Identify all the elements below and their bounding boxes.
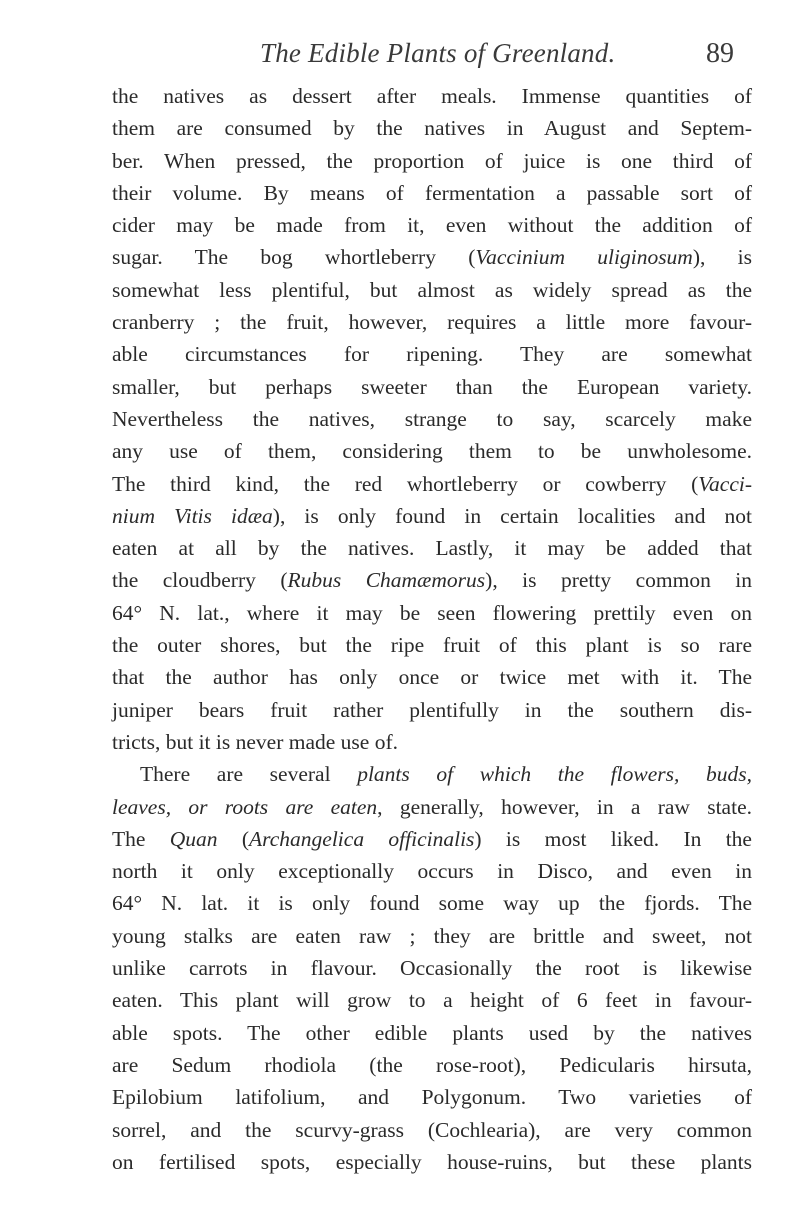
text-line: [112, 1146, 752, 1178]
text-run: the outer shores, but the ripe fruit of this plant is so rare: [112, 633, 752, 658]
italic-text: nium Vitis idæa: [112, 503, 273, 528]
text-run: cranberry ; the fruit, however, requires a little more favour-: [112, 310, 752, 335]
body-text: [112, 80, 752, 1178]
text-line: [112, 726, 752, 758]
text-line: [112, 694, 752, 726]
text-line: [112, 209, 752, 241]
text-line: [112, 112, 752, 144]
text-line: [112, 80, 752, 112]
text-run: young stalks are eaten raw ; they are brittle and sweet, not: [112, 923, 752, 948]
text-line: [112, 306, 752, 338]
text-line: [112, 758, 752, 790]
text-run: smaller, but perhaps sweeter than the European variety.: [112, 374, 752, 399]
text-line: [112, 1017, 752, 1049]
text-line: [112, 791, 752, 823]
text-run: Epilobium latifolium, and Polygonum. Two varieties of: [112, 1085, 752, 1110]
text-line: [112, 241, 752, 273]
text-run: The: [112, 826, 170, 851]
text-run: the natives as dessert after meals. Immense quantities of: [112, 84, 752, 108]
text-line: [112, 564, 752, 596]
italic-text: Vacci-: [698, 471, 752, 496]
text-line: [112, 1114, 752, 1146]
italic-text: Vaccinium uliginosum: [475, 245, 693, 270]
text-run: , generally, however, in a raw state.: [377, 794, 752, 819]
text-run: them are consumed by the natives in August and Septem-: [112, 116, 752, 141]
italic-text: Quan: [169, 826, 218, 851]
text-run: somewhat less plentiful, but almost as widely spread as the: [112, 277, 752, 302]
page-number: 89: [706, 38, 734, 69]
italic-text: leaves, or roots are eaten: [112, 794, 378, 819]
text-line: [112, 887, 752, 919]
italic-text: Rubus Chamæmorus: [287, 568, 486, 593]
text-run: eaten. This plant will grow to a height of 6 feet in favour-: [112, 988, 752, 1013]
text-line: [112, 403, 752, 435]
text-run: able circumstances for ripening. They are somewhat: [112, 342, 752, 367]
text-line: [112, 435, 752, 467]
text-run: north it only exceptionally occurs in Disco, and even in: [112, 859, 752, 884]
text-run: on fertilised spots, especially house-ruins, but these plants: [112, 1149, 752, 1174]
text-run: The third kind, the red whortleberry or cowberry (: [112, 471, 699, 496]
text-line: [112, 338, 752, 370]
text-run: are Sedum rhodiola (the rose-root), Pedicularis hirsuta,: [112, 1052, 752, 1077]
text-run: the cloudberry (: [112, 568, 288, 593]
text-line: [112, 597, 752, 629]
text-run: 64° N. lat. it is only found some way up the fjords. The: [112, 891, 752, 916]
text-line: [112, 500, 752, 532]
text-run: ber. When pressed, the proportion of juice is one third of: [112, 148, 752, 173]
text-run: ) is most liked. In the: [474, 826, 752, 851]
text-run: able spots. The other edible plants used by the natives: [112, 1020, 752, 1045]
text-run: Nevertheless the natives, strange to say, scarcely make: [112, 406, 752, 431]
italic-text: Archangelica officinalis: [249, 826, 475, 851]
text-run: juniper bears fruit rather plentifully in the southern dis-: [112, 697, 752, 722]
text-run: eaten at all by the natives. Lastly, it may be added that: [112, 536, 752, 561]
text-line: [112, 629, 752, 661]
text-line: [112, 920, 752, 952]
text-run: (: [217, 826, 250, 851]
text-run: their volume. By means of fermentation a passable sort of: [112, 180, 752, 205]
text-run: cider may be made from it, even without the addition of: [112, 213, 752, 238]
text-run: any use of them, considering them to be unwholesome.: [112, 439, 752, 464]
text-run: sugar. The bog whortleberry (: [112, 245, 476, 270]
italic-text: plants of which the flowers, buds,: [357, 762, 752, 787]
text-line: [112, 661, 752, 693]
text-line: [112, 952, 752, 984]
text-run: 64° N. lat., where it may be seen flowering prettily even on: [112, 600, 752, 625]
text-line: [112, 823, 752, 855]
text-line: [112, 274, 752, 306]
text-line: [112, 177, 752, 209]
text-line: [112, 371, 752, 403]
text-run: unlike carrots in flavour. Occasionally the root is likewise: [112, 956, 752, 981]
running-title: The Edible Plants of Greenland.: [260, 38, 616, 68]
text-run: There are several: [140, 762, 358, 787]
text-line: [112, 1081, 752, 1113]
text-run: ), is only found in certain localities and not: [272, 503, 752, 528]
text-run: ), is: [692, 245, 753, 270]
text-line: [112, 532, 752, 564]
text-run: sorrel, and the scurvy-grass (Cochlearia), are very common: [112, 1117, 752, 1142]
text-run: that the author has only once or twice met with it. The: [112, 665, 752, 690]
text-line: [112, 468, 752, 500]
text-run: tricts, but it is never made use of.: [112, 729, 398, 754]
text-line: [112, 855, 752, 887]
text-line: [112, 984, 752, 1016]
text-line: [112, 145, 752, 177]
text-run: ), is pretty common in: [485, 568, 752, 593]
text-line: [112, 1049, 752, 1081]
